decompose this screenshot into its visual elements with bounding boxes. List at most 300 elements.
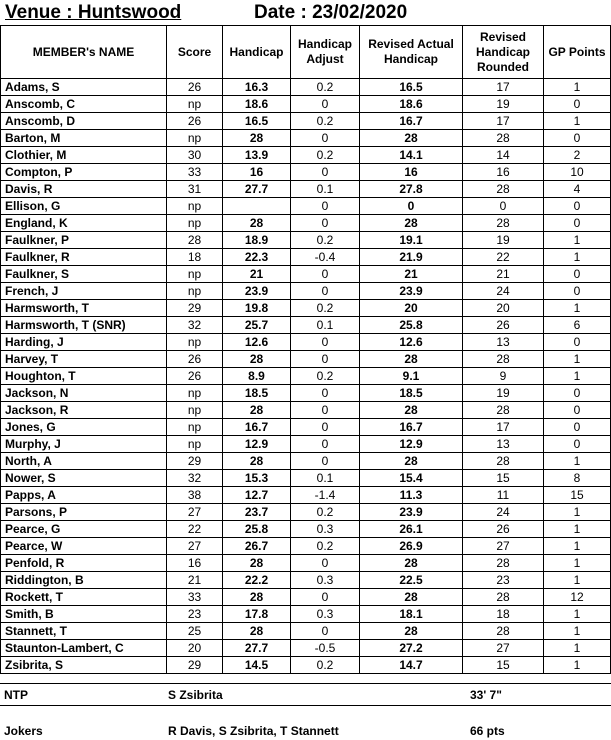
score-cell: 18 [167,249,223,266]
handicap-adjust-cell: -0.4 [291,249,360,266]
member-name-cell: Jackson, N [1,385,167,402]
table-row [1,521,611,538]
venue-title: Venue : Huntswood [5,2,182,23]
handicap-cell: 23.9 [223,283,291,300]
gp-points-cell: 1 [544,79,611,96]
handicap-adjust-cell: 0 [291,402,360,419]
handicap-cell: 23.7 [223,504,291,521]
gp-points-cell: 0 [544,283,611,300]
results-table [0,25,611,674]
member-name-cell: Anscomb, C [1,96,167,113]
member-name-cell: Murphy, J [1,436,167,453]
gp-points-cell: 1 [544,606,611,623]
table-row [1,623,611,640]
title-row [0,0,611,26]
revised-handicap-rounded-cell: 27 [463,640,544,657]
col-header-handicap-adjust: Handicap Adjust [291,26,360,79]
member-name-cell: French, J [1,283,167,300]
handicap-cell: 18.6 [223,96,291,113]
member-name-cell: North, A [1,453,167,470]
handicap-cell: 28 [223,555,291,572]
handicap-cell: 16 [223,164,291,181]
table-row [1,368,611,385]
handicap-cell: 12.6 [223,334,291,351]
handicap-cell: 14.5 [223,657,291,674]
score-cell: np [167,436,223,453]
table-row [1,181,611,198]
header-row [1,26,611,79]
table-row [1,351,611,368]
handicap-cell: 12.7 [223,487,291,504]
handicap-adjust-cell: 0 [291,419,360,436]
revised-actual-handicap-cell: 14.7 [360,657,463,674]
score-cell: 21 [167,572,223,589]
handicap-adjust-cell: 0 [291,436,360,453]
revised-handicap-rounded-cell: 28 [463,555,544,572]
handicap-adjust-cell: 0.3 [291,521,360,538]
revised-actual-handicap-cell: 27.2 [360,640,463,657]
handicap-adjust-cell: 0 [291,266,360,283]
handicap-adjust-cell: 0.3 [291,572,360,589]
gp-points-cell: 1 [544,300,611,317]
gp-points-cell: 0 [544,266,611,283]
revised-handicap-rounded-cell: 18 [463,606,544,623]
revised-handicap-rounded-cell: 28 [463,589,544,606]
gp-points-cell: 1 [544,368,611,385]
table-row [1,402,611,419]
handicap-adjust-cell: 0.2 [291,232,360,249]
revised-handicap-rounded-cell: 19 [463,232,544,249]
handicap-cell: 17.8 [223,606,291,623]
revised-actual-handicap-cell: 15.4 [360,470,463,487]
table-row [1,419,611,436]
handicap-adjust-cell: -0.5 [291,640,360,657]
revised-handicap-rounded-cell: 28 [463,130,544,147]
member-name-cell: Pearce, W [1,538,167,555]
handicap-adjust-cell: 0.2 [291,79,360,96]
handicap-cell: 18.5 [223,385,291,402]
revised-actual-handicap-cell: 28 [360,453,463,470]
member-name-cell: Nower, S [1,470,167,487]
table-row [1,504,611,521]
score-cell: 26 [167,368,223,385]
member-name-cell: Pearce, G [1,521,167,538]
table-row [1,198,611,215]
revised-handicap-rounded-cell: 22 [463,249,544,266]
handicap-cell: 28 [223,402,291,419]
col-header-name: MEMBER's NAME [1,26,167,79]
revised-actual-handicap-cell: 28 [360,623,463,640]
col-header-revised-actual: Revised Actual Handicap [360,26,463,79]
revised-actual-handicap-cell: 28 [360,130,463,147]
table-row [1,453,611,470]
revised-handicap-rounded-cell: 19 [463,385,544,402]
gp-points-cell: 2 [544,147,611,164]
revised-handicap-rounded-cell: 28 [463,181,544,198]
revised-actual-handicap-cell: 26.9 [360,538,463,555]
revised-actual-handicap-cell: 0 [360,198,463,215]
revised-actual-handicap-cell: 25.8 [360,317,463,334]
revised-handicap-rounded-cell: 23 [463,572,544,589]
handicap-cell: 28 [223,215,291,232]
score-cell: 27 [167,504,223,521]
table-row [1,79,611,96]
handicap-cell: 28 [223,130,291,147]
revised-actual-handicap-cell: 12.9 [360,436,463,453]
table-row [1,113,611,130]
gp-points-cell: 0 [544,419,611,436]
table-row [1,249,611,266]
table-row [1,300,611,317]
gp-points-cell: 1 [544,249,611,266]
revised-handicap-rounded-cell: 9 [463,368,544,385]
member-name-cell: Staunton-Lambert, C [1,640,167,657]
handicap-cell: 16.5 [223,113,291,130]
handicap-adjust-cell: 0.2 [291,657,360,674]
member-name-cell: Harvey, T [1,351,167,368]
footer-divider [0,683,611,684]
score-cell: 26 [167,351,223,368]
gp-points-cell: 1 [544,538,611,555]
handicap-cell: 12.9 [223,436,291,453]
gp-points-cell: 8 [544,470,611,487]
handicap-adjust-cell: 0.2 [291,113,360,130]
revised-handicap-rounded-cell: 16 [463,164,544,181]
revised-actual-handicap-cell: 28 [360,402,463,419]
member-name-cell: Faulkner, P [1,232,167,249]
score-cell: 29 [167,453,223,470]
gp-points-cell: 10 [544,164,611,181]
gp-points-cell: 0 [544,130,611,147]
member-name-cell: Harding, J [1,334,167,351]
member-name-cell: Compton, P [1,164,167,181]
jokers-label: Jokers [4,724,43,738]
handicap-cell: 16.7 [223,419,291,436]
table-row [1,470,611,487]
gp-points-cell: 0 [544,198,611,215]
handicap-adjust-cell: 0 [291,589,360,606]
member-name-cell: Jackson, R [1,402,167,419]
score-cell: 33 [167,164,223,181]
score-cell: np [167,334,223,351]
handicap-adjust-cell: 0 [291,623,360,640]
gp-points-cell: 1 [544,555,611,572]
score-cell: np [167,385,223,402]
revised-actual-handicap-cell: 18.6 [360,96,463,113]
revised-actual-handicap-cell: 20 [360,300,463,317]
handicap-adjust-cell: 0 [291,351,360,368]
handicap-cell: 22.2 [223,572,291,589]
handicap-cell: 15.3 [223,470,291,487]
table-row [1,147,611,164]
member-name-cell: Stannett, T [1,623,167,640]
handicap-adjust-cell: 0.2 [291,538,360,555]
handicap-cell: 27.7 [223,181,291,198]
gp-points-cell: 1 [544,657,611,674]
handicap-cell: 25.8 [223,521,291,538]
score-cell: np [167,215,223,232]
revised-handicap-rounded-cell: 24 [463,283,544,300]
revised-handicap-rounded-cell: 28 [463,351,544,368]
table-row [1,164,611,181]
handicap-adjust-cell: 0 [291,96,360,113]
handicap-adjust-cell: 0 [291,215,360,232]
jokers-points: 66 pts [470,724,505,738]
revised-handicap-rounded-cell: 0 [463,198,544,215]
revised-handicap-rounded-cell: 28 [463,402,544,419]
member-name-cell: Parsons, P [1,504,167,521]
revised-handicap-rounded-cell: 24 [463,504,544,521]
score-cell: 16 [167,555,223,572]
score-cell: 33 [167,589,223,606]
col-header-gp-points: GP Points [544,26,611,79]
revised-actual-handicap-cell: 26.1 [360,521,463,538]
score-cell: 26 [167,79,223,96]
gp-points-cell: 1 [544,351,611,368]
table-row [1,266,611,283]
revised-actual-handicap-cell: 28 [360,351,463,368]
revised-actual-handicap-cell: 28 [360,215,463,232]
member-name-cell: Smith, B [1,606,167,623]
date-title: Date : 23/02/2020 [254,2,408,23]
revised-actual-handicap-cell: 16.7 [360,113,463,130]
table-row [1,538,611,555]
revised-actual-handicap-cell: 23.9 [360,283,463,300]
table-row [1,317,611,334]
score-cell: np [167,198,223,215]
member-name-cell: Harmsworth, T [1,300,167,317]
handicap-cell: 26.7 [223,538,291,555]
handicap-cell: 13.9 [223,147,291,164]
score-cell: 25 [167,623,223,640]
handicap-cell: 28 [223,623,291,640]
handicap-cell: 27.7 [223,640,291,657]
revised-actual-handicap-cell: 28 [360,555,463,572]
handicap-adjust-cell: 0 [291,198,360,215]
footer-divider [0,705,611,706]
col-header-revised-rounded: Revised Handicap Rounded [463,26,544,79]
member-name-cell: Faulkner, R [1,249,167,266]
table-row [1,232,611,249]
revised-handicap-rounded-cell: 11 [463,487,544,504]
revised-actual-handicap-cell: 28 [360,589,463,606]
score-cell: np [167,266,223,283]
handicap-adjust-cell: 0.1 [291,181,360,198]
score-cell: 32 [167,470,223,487]
handicap-cell [223,198,291,215]
gp-points-cell: 4 [544,181,611,198]
revised-actual-handicap-cell: 27.8 [360,181,463,198]
score-cell: 32 [167,317,223,334]
table-row [1,606,611,623]
score-cell: np [167,130,223,147]
member-name-cell: Barton, M [1,130,167,147]
gp-points-cell: 1 [544,521,611,538]
score-cell: np [167,419,223,436]
handicap-cell: 25.7 [223,317,291,334]
gp-points-cell: 6 [544,317,611,334]
member-name-cell: Zsibrita, S [1,657,167,674]
handicap-cell: 16.3 [223,79,291,96]
revised-actual-handicap-cell: 9.1 [360,368,463,385]
gp-points-cell: 0 [544,385,611,402]
revised-handicap-rounded-cell: 28 [463,623,544,640]
member-name-cell: England, K [1,215,167,232]
table-row [1,657,611,674]
member-name-cell: Davis, R [1,181,167,198]
col-header-score: Score [167,26,223,79]
revised-handicap-rounded-cell: 26 [463,521,544,538]
handicap-adjust-cell: 0.2 [291,504,360,521]
handicap-cell: 8.9 [223,368,291,385]
handicap-adjust-cell: 0.2 [291,300,360,317]
revised-actual-handicap-cell: 22.5 [360,572,463,589]
revised-actual-handicap-cell: 19.1 [360,232,463,249]
member-name-cell: Adams, S [1,79,167,96]
gp-points-cell: 0 [544,215,611,232]
handicap-adjust-cell: 0.1 [291,317,360,334]
member-name-cell: Papps, A [1,487,167,504]
gp-points-cell: 1 [544,453,611,470]
revised-actual-handicap-cell: 14.1 [360,147,463,164]
handicap-adjust-cell: 0.1 [291,470,360,487]
revised-actual-handicap-cell: 16 [360,164,463,181]
gp-points-cell: 0 [544,334,611,351]
score-cell: 29 [167,657,223,674]
revised-handicap-rounded-cell: 26 [463,317,544,334]
member-name-cell: Rockett, T [1,589,167,606]
score-cell: np [167,96,223,113]
handicap-cell: 28 [223,589,291,606]
gp-points-cell: 1 [544,572,611,589]
handicap-adjust-cell: 0 [291,164,360,181]
member-name-cell: Ellison, G [1,198,167,215]
revised-handicap-rounded-cell: 17 [463,419,544,436]
table-row [1,96,611,113]
revised-actual-handicap-cell: 18.1 [360,606,463,623]
score-cell: 20 [167,640,223,657]
score-cell: 30 [167,147,223,164]
table-row [1,640,611,657]
handicap-adjust-cell: 0 [291,555,360,572]
handicap-cell: 28 [223,453,291,470]
member-name-cell: Harmsworth, T (SNR) [1,317,167,334]
handicap-cell: 21 [223,266,291,283]
member-name-cell: Clothier, M [1,147,167,164]
revised-actual-handicap-cell: 12.6 [360,334,463,351]
gp-points-cell: 12 [544,589,611,606]
score-cell: np [167,283,223,300]
handicap-adjust-cell: 0 [291,283,360,300]
handicap-cell: 18.9 [223,232,291,249]
table-row [1,334,611,351]
table-row [1,572,611,589]
col-header-handicap: Handicap [223,26,291,79]
revised-handicap-rounded-cell: 21 [463,266,544,283]
gp-points-cell: 0 [544,96,611,113]
revised-handicap-rounded-cell: 15 [463,657,544,674]
table-row [1,487,611,504]
member-name-cell: Jones, G [1,419,167,436]
handicap-adjust-cell: 0.3 [291,606,360,623]
score-cell: np [167,402,223,419]
score-cell: 22 [167,521,223,538]
member-name-cell: Faulkner, S [1,266,167,283]
revised-handicap-rounded-cell: 17 [463,79,544,96]
gp-points-cell: 15 [544,487,611,504]
revised-handicap-rounded-cell: 28 [463,215,544,232]
revised-actual-handicap-cell: 18.5 [360,385,463,402]
revised-handicap-rounded-cell: 19 [463,96,544,113]
ntp-distance: 33' 7" [470,688,502,702]
revised-handicap-rounded-cell: 27 [463,538,544,555]
ntp-name: S Zsibrita [168,688,223,702]
gp-points-cell: 1 [544,504,611,521]
table-row [1,385,611,402]
gp-points-cell: 1 [544,640,611,657]
revised-actual-handicap-cell: 21.9 [360,249,463,266]
gp-points-cell: 1 [544,232,611,249]
revised-handicap-rounded-cell: 28 [463,453,544,470]
revised-actual-handicap-cell: 16.5 [360,79,463,96]
member-name-cell: Houghton, T [1,368,167,385]
revised-handicap-rounded-cell: 13 [463,436,544,453]
handicap-adjust-cell: 0 [291,385,360,402]
ntp-label: NTP [4,688,28,702]
results-body [1,79,611,674]
handicap-cell: 22.3 [223,249,291,266]
handicap-cell: 28 [223,351,291,368]
member-name-cell: Riddington, B [1,572,167,589]
table-row [1,555,611,572]
gp-points-cell: 1 [544,113,611,130]
table-row [1,130,611,147]
score-cell: 28 [167,232,223,249]
score-cell: 26 [167,113,223,130]
gp-points-cell: 1 [544,623,611,640]
gp-points-cell: 0 [544,436,611,453]
handicap-cell: 19.8 [223,300,291,317]
revised-actual-handicap-cell: 23.9 [360,504,463,521]
table-row [1,215,611,232]
score-cell: 23 [167,606,223,623]
handicap-adjust-cell: -1.4 [291,487,360,504]
table-row [1,589,611,606]
score-cell: 31 [167,181,223,198]
handicap-adjust-cell: 0 [291,334,360,351]
jokers-names: R Davis, S Zsibrita, T Stannett [168,724,339,738]
gp-points-cell: 0 [544,402,611,419]
revised-handicap-rounded-cell: 20 [463,300,544,317]
score-cell: 27 [167,538,223,555]
revised-actual-handicap-cell: 21 [360,266,463,283]
handicap-adjust-cell: 0 [291,453,360,470]
revised-handicap-rounded-cell: 17 [463,113,544,130]
member-name-cell: Anscomb, D [1,113,167,130]
revised-handicap-rounded-cell: 14 [463,147,544,164]
score-cell: 29 [167,300,223,317]
table-row [1,283,611,300]
revised-handicap-rounded-cell: 13 [463,334,544,351]
revised-actual-handicap-cell: 11.3 [360,487,463,504]
handicap-adjust-cell: 0.2 [291,147,360,164]
handicap-adjust-cell: 0.2 [291,368,360,385]
member-name-cell: Penfold, R [1,555,167,572]
revised-handicap-rounded-cell: 15 [463,470,544,487]
table-row [1,436,611,453]
score-cell: 38 [167,487,223,504]
handicap-adjust-cell: 0 [291,130,360,147]
